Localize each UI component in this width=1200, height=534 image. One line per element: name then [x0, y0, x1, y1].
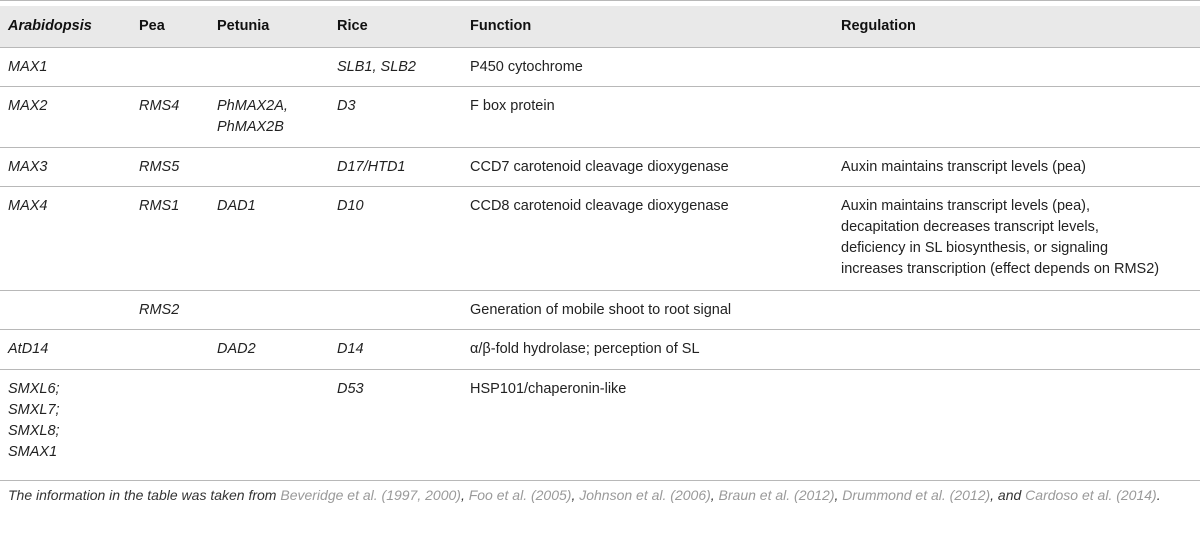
cell-line: increases transcription (effect depends on RMS2): [841, 261, 1160, 277]
cell-line: SMAX1: [8, 444, 58, 460]
cell-line: Generation of mobile shoot to root signal: [470, 302, 732, 318]
cell-arabidopsis: [8, 57, 133, 78]
footnote-separator: ,: [571, 487, 580, 503]
cell-petunia: [217, 339, 335, 360]
cell-arabidopsis: [8, 157, 133, 178]
table-row: [0, 187, 1200, 291]
cell-line: RMS5: [139, 159, 180, 175]
cell-line: DAD1: [217, 198, 256, 214]
cell-petunia: [217, 96, 335, 138]
cell-line: MAX4: [8, 198, 48, 214]
cell-line: α/β-fold hydrolase; perception of SL: [470, 341, 700, 357]
cell-line: deficiency in SL biosynthesis, or signaling: [841, 240, 1109, 256]
cell-regulation: [841, 196, 1196, 280]
citation-link[interactable]: Cardoso et al. (2014): [1025, 487, 1157, 503]
cell-line: PhMAX2B: [217, 119, 284, 135]
citation-link[interactable]: Drummond et al. (2012): [842, 487, 991, 503]
cell-line: CCD8 carotenoid cleavage dioxygenase: [470, 198, 729, 214]
cell-line: MAX3: [8, 159, 48, 175]
cell-line: AtD14: [8, 341, 49, 357]
cell-line: SLB1, SLB2: [337, 59, 416, 75]
header-regulation: Regulation: [841, 18, 916, 34]
cell-line: RMS4: [139, 98, 180, 114]
cell-function: [470, 96, 835, 117]
footnote-text: The information in the table was taken from: [8, 487, 281, 503]
footnote-separator: ,: [710, 487, 719, 503]
cell-pea: [139, 96, 214, 117]
cell-petunia: [217, 196, 335, 217]
cell-line: RMS2: [139, 302, 180, 318]
cell-line: D53: [337, 381, 364, 397]
cell-line: CCD7 carotenoid cleavage dioxygenase: [470, 159, 729, 175]
table-row: [0, 330, 1200, 370]
cell-line: PhMAX2A,: [217, 98, 288, 114]
header-function: Function: [470, 18, 532, 34]
table-header-row: [0, 6, 1200, 48]
cell-line: Auxin maintains transcript levels (pea),: [841, 198, 1091, 214]
cell-line: HSP101/chaperonin-like: [470, 381, 627, 397]
cell-line: MAX2: [8, 98, 48, 114]
footnote-separator: , and: [990, 487, 1026, 503]
citation-link[interactable]: Foo et al. (2005): [468, 487, 572, 503]
table-row: [0, 370, 1200, 481]
cell-line: SMXL6;: [8, 381, 60, 397]
cell-line: P450 cytochrome: [470, 59, 583, 75]
cell-line: F box protein: [470, 98, 555, 114]
table-row: [0, 48, 1200, 87]
table-top-rule: [0, 0, 1200, 1]
cell-line: D3: [337, 98, 356, 114]
cell-regulation: [841, 157, 1196, 178]
cell-rice: [337, 57, 465, 78]
table-row: [0, 148, 1200, 187]
citation-link[interactable]: Beveridge et al. (1997, 2000): [280, 487, 461, 503]
cell-rice: [337, 379, 465, 400]
cell-function: [470, 57, 835, 78]
cell-function: [470, 339, 835, 360]
cell-line: RMS1: [139, 198, 180, 214]
table-body: [0, 48, 1200, 481]
cell-pea: [139, 196, 214, 217]
table-footnote: [8, 485, 1188, 506]
cell-arabidopsis: [8, 96, 133, 117]
cell-pea: [139, 157, 214, 178]
citation-link[interactable]: Johnson et al. (2006): [579, 487, 711, 503]
header-pea: Pea: [139, 18, 165, 34]
cell-rice: [337, 339, 465, 360]
footnote-separator: ,: [460, 487, 469, 503]
cell-function: [470, 300, 835, 321]
footnote-text: .: [1156, 487, 1161, 503]
cell-line: DAD2: [217, 341, 256, 357]
cell-line: D10: [337, 198, 364, 214]
cell-line: MAX1: [8, 59, 48, 75]
cell-function: [470, 157, 835, 178]
cell-rice: [337, 157, 465, 178]
cell-line: SMXL8;: [8, 423, 60, 439]
cell-arabidopsis: [8, 339, 133, 360]
header-petunia: Petunia: [217, 18, 270, 34]
cell-line: D14: [337, 341, 364, 357]
cell-function: [470, 196, 835, 217]
header-arabidopsis: Arabidopsis: [8, 18, 92, 34]
cell-function: [470, 379, 835, 400]
cell-pea: [139, 300, 214, 321]
cell-line: SMXL7;: [8, 402, 60, 418]
cell-arabidopsis: [8, 379, 133, 463]
citation-link[interactable]: Braun et al. (2012): [718, 487, 835, 503]
cell-line: Auxin maintains transcript levels (pea): [841, 159, 1086, 175]
gene-table: [0, 6, 1200, 481]
table-row: [0, 291, 1200, 330]
cell-line: decapitation decreases transcript levels,: [841, 219, 1099, 235]
table-row: [0, 87, 1200, 148]
header-rice: Rice: [337, 18, 368, 34]
cell-rice: [337, 96, 465, 117]
cell-line: D17/HTD1: [337, 159, 406, 175]
footnote-separator: ,: [834, 487, 843, 503]
cell-rice: [337, 196, 465, 217]
cell-arabidopsis: [8, 196, 133, 217]
